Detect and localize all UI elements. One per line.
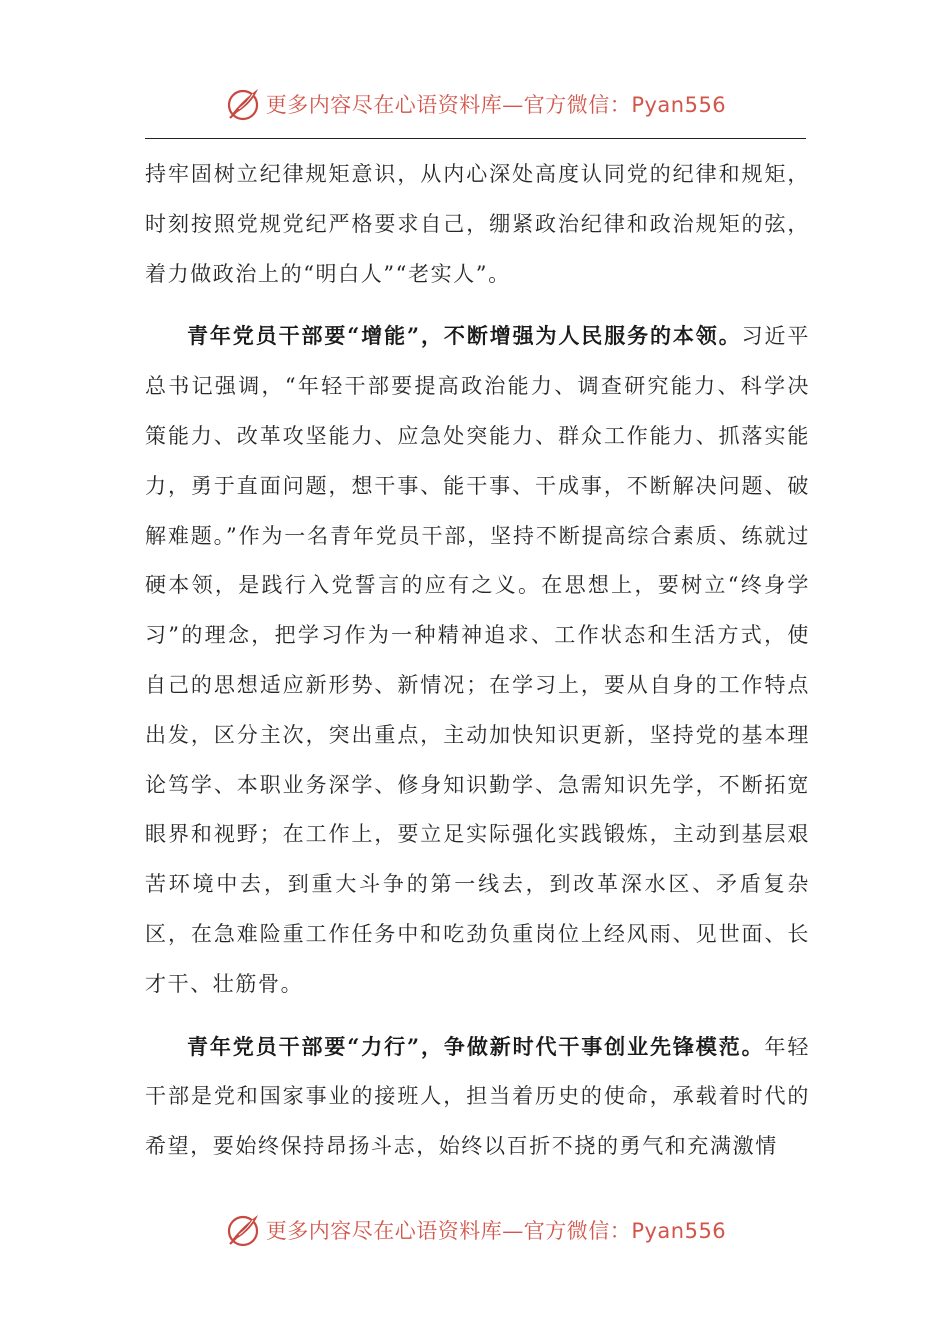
paragraph-2-text: 习近平总书记强调，“年轻干部要提高政治能力、调查研究能力、科学决策能力、改革攻坚能力、应急处突能力、群众工作能力、抓落实能力，勇于直面问题，想干事、能干事、干成事，不断解决问题、破解难题。”作为一名青年党员干部，坚持不断提高综合素质、练就过硬本领，是践行入党誓言的应有之义。在思想上，要树立“终身学习”的理念，把学习作为一种精神追求、工作状态和生活方式，使自己的思想适应新形势、新情况；在学习上，要从自身的工作特点出发，区分主次，突出重点，主动加快知识更新，坚持党的基本理论笃学、本职业务深学、修身知识勤学、急需知识先学，不断拓宽眼界和视野；在工作上，要立足实际强化实践锻炼，主动到基层艰苦环境中去，到重大斗争的第一线去，到改革深水区、矛盾复杂区，在急难险重工作任务中和吃劲负重岗位上经风雨、见世面、长才干、壮筋骨。 bbox=[145, 324, 810, 996]
header-divider bbox=[145, 138, 806, 139]
header-watermark bbox=[0, 82, 950, 126]
paragraph-3 bbox=[145, 1022, 810, 1172]
paragraph-3-heading: 青年党员干部要“力行”，争做新时代干事创业先锋模范。 bbox=[187, 1033, 765, 1059]
quill-logo-icon bbox=[224, 1210, 264, 1250]
footer-watermark-text: 更多内容尽在心语资料库—官方微信：Pyan556 bbox=[265, 1219, 727, 1243]
paragraph-2-heading: 青年党员干部要“增能”，不断增强为人民服务的本领。 bbox=[187, 323, 742, 349]
document-body bbox=[145, 150, 810, 1172]
footer-watermark bbox=[0, 1208, 950, 1252]
header-watermark-text: 更多内容尽在心语资料库—官方微信：Pyan556 bbox=[265, 93, 727, 117]
paragraph-1: 持牢固树立纪律规矩意识，从内心深处高度认同党的纪律和规矩，时刻按照党规党纪严格要求自己，绷紧政治纪律和政治规矩的弦，着力做政治上的“明白人”“老实人”。 bbox=[145, 162, 810, 286]
paragraph-3-text: 年轻干部是党和国家事业的接班人，担当着历史的使命，承载着时代的希望，要始终保持昂扬斗志，始终以百折不挠的勇气和充满激情 bbox=[145, 1034, 810, 1159]
paragraph-2 bbox=[145, 311, 810, 1009]
wechat-id: Pyan556 bbox=[631, 93, 727, 117]
quill-logo-icon bbox=[224, 84, 264, 124]
wechat-id: Pyan556 bbox=[631, 1219, 727, 1243]
